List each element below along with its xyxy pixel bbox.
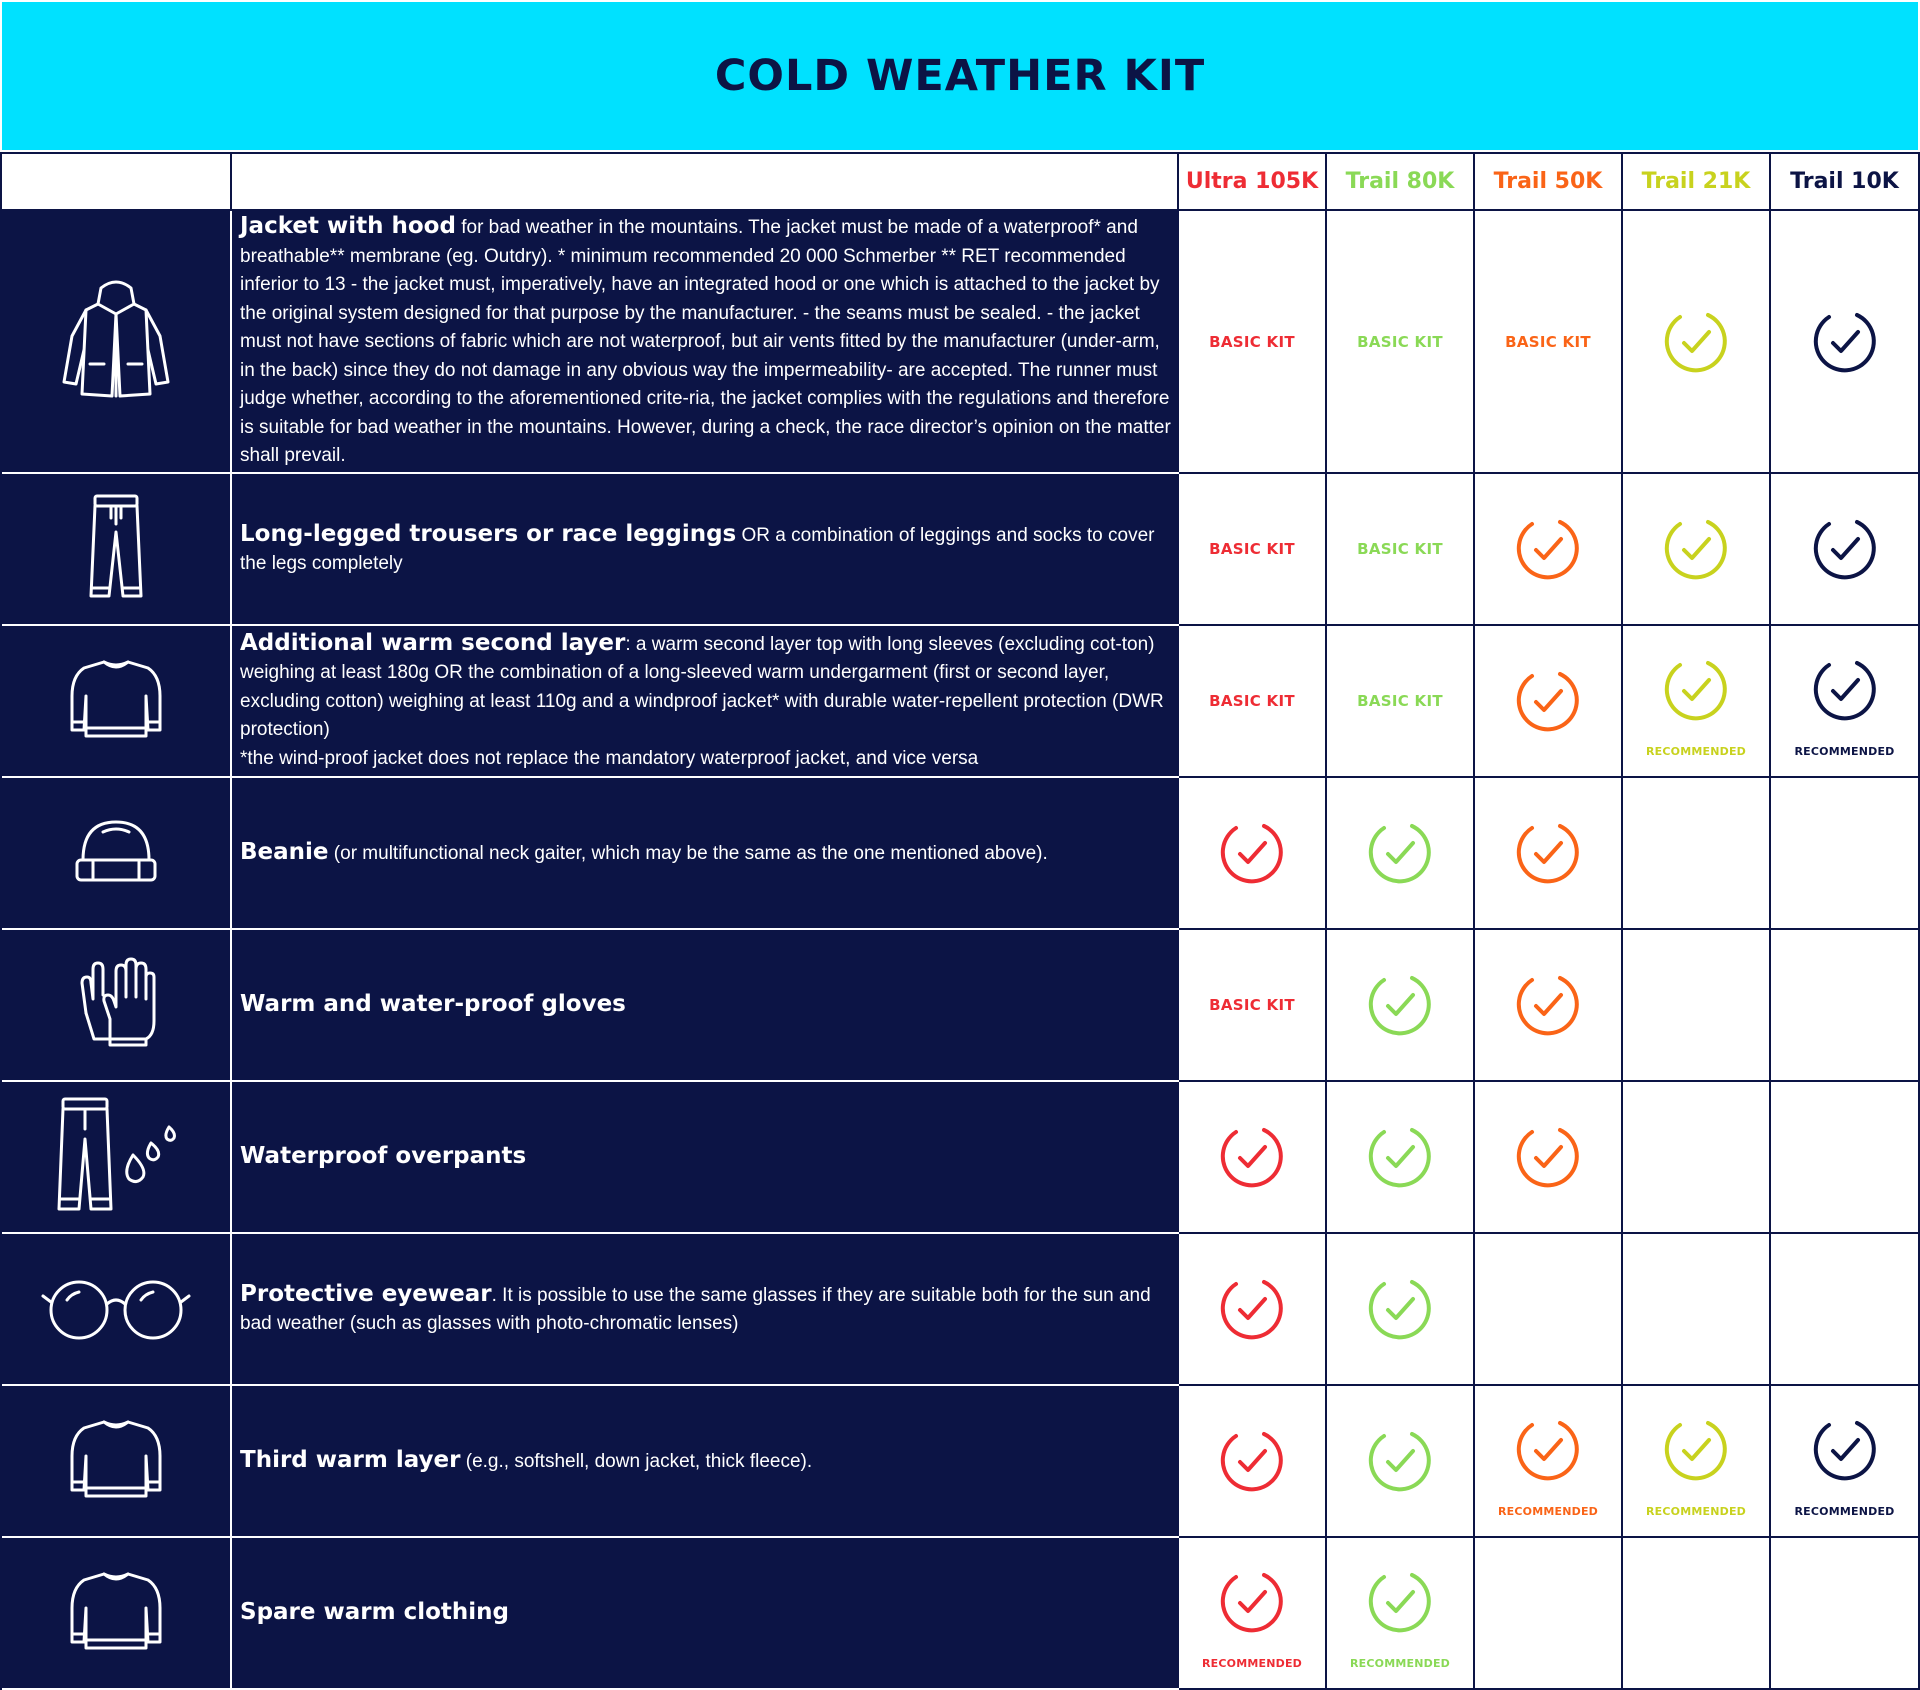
requirement-cell xyxy=(1771,778,1920,930)
title-banner xyxy=(2,2,1918,150)
item-icon-cell xyxy=(2,626,232,778)
recommended-label: RECOMMENDED xyxy=(1794,1505,1895,1518)
item-title: Third warm layer xyxy=(240,1446,461,1473)
check-circle-icon xyxy=(1812,1417,1878,1483)
check-circle-icon xyxy=(1367,972,1433,1038)
description-paragraph xyxy=(240,629,1171,774)
requirement-cell xyxy=(1179,930,1327,1082)
requirement-cell xyxy=(1623,1082,1771,1234)
item-text: OR a combination of leggings and socks to cover the legs completely xyxy=(240,524,1155,574)
column-header: Trail 21K xyxy=(1623,154,1771,211)
check-circle-icon xyxy=(1515,668,1581,734)
basic-kit-label: BASIC KIT xyxy=(1209,332,1295,351)
check-circle-icon xyxy=(1812,657,1878,723)
requirement-cell xyxy=(1623,930,1771,1082)
check-circle-icon xyxy=(1515,820,1581,886)
recommended-label: RECOMMENDED xyxy=(1646,745,1746,758)
requirement-cell xyxy=(1771,1234,1920,1386)
requirement-cell xyxy=(1771,1538,1920,1690)
requirement-cell xyxy=(1179,1082,1327,1234)
check-circle-icon xyxy=(1219,1428,1285,1494)
beanie-icon xyxy=(73,816,159,891)
requirement-cell xyxy=(1623,474,1771,626)
requirement-cell xyxy=(1327,211,1475,474)
column-header: Trail 50K xyxy=(1475,154,1623,211)
item-icon-cell xyxy=(2,1386,232,1538)
requirement-cell xyxy=(1771,474,1920,626)
check-circle-icon xyxy=(1812,516,1878,582)
check-circle-icon xyxy=(1515,1124,1581,1190)
requirement-cell xyxy=(1623,1234,1771,1386)
requirement-cell xyxy=(1179,1538,1327,1690)
item-description xyxy=(232,1386,1179,1538)
recommended-label: RECOMMENDED xyxy=(1794,745,1895,758)
basic-kit-label: BASIC KIT xyxy=(1357,540,1443,558)
requirement-cell xyxy=(1327,930,1475,1082)
check-circle-icon xyxy=(1219,820,1285,886)
item-icon-cell xyxy=(2,474,232,626)
trousers-icon xyxy=(81,492,151,607)
requirement-cell xyxy=(1179,1386,1327,1538)
requirement-cell xyxy=(1771,1082,1920,1234)
item-icon-cell xyxy=(2,1082,232,1234)
item-text: : a warm second layer top with long sleeves (excluding cot-ton) weighing at least 180g OR the combination of a long-sleeved warm undergarment (first or second layer, excluding cotton) weighing at least 110g and a windproof jacket* with durable water-repellent protection (DWR protection) xyxy=(240,633,1164,741)
jacket-icon xyxy=(56,274,176,409)
description-paragraph xyxy=(240,838,1048,869)
item-title: Protective eyewear xyxy=(240,1280,492,1307)
glasses-icon xyxy=(41,1272,191,1347)
item-description xyxy=(232,930,1179,1082)
item-title: Spare warm clothing xyxy=(240,1598,509,1625)
requirement-cell xyxy=(1771,211,1920,474)
requirement-cell xyxy=(1623,1538,1771,1690)
item-icon-cell xyxy=(2,930,232,1082)
header-blank-icon xyxy=(2,154,232,211)
header-blank-desc xyxy=(232,154,1179,211)
check-circle-icon xyxy=(1515,516,1581,582)
sweater-icon xyxy=(68,1568,164,1659)
check-circle-icon xyxy=(1367,1276,1433,1342)
item-text: . It is possible to use the same glasses if they are suitable both for the sun and bad weather (such as glasses with photo-chromatic lenses) xyxy=(240,1284,1151,1334)
check-circle-icon xyxy=(1219,1569,1285,1635)
description-paragraph xyxy=(240,212,1171,471)
kit-table xyxy=(0,152,1920,1690)
requirement-cell xyxy=(1327,1386,1475,1538)
requirement-cell xyxy=(1623,778,1771,930)
requirement-cell xyxy=(1327,778,1475,930)
requirement-cell xyxy=(1771,930,1920,1082)
check-circle-icon xyxy=(1367,820,1433,886)
requirement-cell xyxy=(1623,1386,1771,1538)
check-circle-icon xyxy=(1219,1124,1285,1190)
item-text: (or multifunctional neck gaiter, which may be the same as the one mentioned above). xyxy=(328,842,1048,864)
requirement-cell xyxy=(1179,1234,1327,1386)
recommended-label: RECOMMENDED xyxy=(1498,1505,1598,1518)
item-icon-cell xyxy=(2,1234,232,1386)
item-description xyxy=(232,474,1179,626)
requirement-cell xyxy=(1179,778,1327,930)
requirement-cell xyxy=(1179,626,1327,778)
item-title: Long-legged trousers or race leggings xyxy=(240,520,737,547)
sweater-icon xyxy=(68,656,164,747)
overpants-icon xyxy=(51,1095,181,1220)
recommended-label: RECOMMENDED xyxy=(1646,1505,1746,1518)
column-header: Trail 80K xyxy=(1327,154,1475,211)
recommended-label: RECOMMENDED xyxy=(1202,1657,1302,1670)
description-paragraph xyxy=(240,990,626,1021)
requirement-cell xyxy=(1771,626,1920,778)
item-description xyxy=(232,1082,1179,1234)
item-description xyxy=(232,778,1179,930)
item-description xyxy=(232,1234,1179,1386)
requirement-cell xyxy=(1623,626,1771,778)
item-text: (e.g., softshell, down jacket, thick fleece). xyxy=(460,1450,813,1472)
item-title: Additional warm second layer xyxy=(240,629,626,656)
check-circle-icon xyxy=(1812,309,1878,375)
description-paragraph xyxy=(240,1280,1171,1339)
basic-kit-label: BASIC KIT xyxy=(1209,540,1295,558)
requirement-cell xyxy=(1327,1082,1475,1234)
item-title: Beanie xyxy=(240,838,329,865)
check-circle-icon xyxy=(1663,309,1729,375)
sweater-icon xyxy=(68,1416,164,1507)
check-circle-icon xyxy=(1515,972,1581,1038)
check-circle-icon xyxy=(1663,1417,1729,1483)
item-title: Jacket with hood xyxy=(240,213,456,240)
basic-kit-label: BASIC KIT xyxy=(1505,332,1591,351)
check-circle-icon xyxy=(1663,516,1729,582)
requirement-cell xyxy=(1179,211,1327,474)
requirement-cell xyxy=(1475,1082,1623,1234)
item-description xyxy=(232,211,1179,474)
requirement-cell xyxy=(1475,474,1623,626)
page-title: COLD WEATHER KIT xyxy=(714,51,1206,101)
item-title: Warm and water-proof gloves xyxy=(240,990,626,1017)
requirement-cell xyxy=(1327,1234,1475,1386)
basic-kit-label: BASIC KIT xyxy=(1209,692,1295,710)
requirement-cell xyxy=(1475,1538,1623,1690)
item-icon-cell xyxy=(2,211,232,474)
item-title: Waterproof overpants xyxy=(240,1142,527,1169)
recommended-label: RECOMMENDED xyxy=(1350,1657,1450,1670)
item-note: *the wind-proof jacket does not replace the mandatory waterproof jacket, and vice versa xyxy=(240,747,979,769)
gloves-icon xyxy=(76,955,156,1056)
requirement-cell xyxy=(1179,474,1327,626)
check-circle-icon xyxy=(1663,657,1729,723)
description-paragraph xyxy=(240,1446,812,1477)
check-circle-icon xyxy=(1367,1428,1433,1494)
item-icon-cell xyxy=(2,1538,232,1690)
requirement-cell xyxy=(1475,626,1623,778)
check-circle-icon xyxy=(1219,1276,1285,1342)
description-paragraph xyxy=(240,520,1171,579)
requirement-cell xyxy=(1475,1234,1623,1386)
requirement-cell xyxy=(1771,1386,1920,1538)
basic-kit-label: BASIC KIT xyxy=(1209,996,1295,1014)
item-icon-cell xyxy=(2,778,232,930)
check-circle-icon xyxy=(1367,1569,1433,1635)
check-circle-icon xyxy=(1515,1417,1581,1483)
basic-kit-label: BASIC KIT xyxy=(1357,332,1443,351)
requirement-cell xyxy=(1475,1386,1623,1538)
check-circle-icon xyxy=(1367,1124,1433,1190)
description-paragraph xyxy=(240,1142,526,1173)
basic-kit-label: BASIC KIT xyxy=(1357,692,1443,710)
item-description xyxy=(232,1538,1179,1690)
requirement-cell xyxy=(1475,930,1623,1082)
item-text: for bad weather in the mountains. The jacket must be made of a waterproof* and breathable** membrane (eg. Outdry). * minimum recommended 20 000 Schmerber ** RET recommended inferior to 13 - the jacket must, imperatively, have an integrated hood or one which is attached to the jacket by the original system designed for that purpose by the manufacturer. - the seams must be sealed. - the jacket must not have sections of fabric which are not waterproof, but air vents fitted by the manufacturer (under-arm, in the back) since they do not damage in any obvious way the impermeability- are accepted. The runner must judge whether, according to the aforementioned crite-ria, the jacket complies with the regulations and therefore is suitable for bad weather in the mountains. However, during a check, the race director’s opinion on the matter shall prevail. xyxy=(240,217,1171,467)
item-description xyxy=(232,626,1179,778)
column-header: Ultra 105K xyxy=(1179,154,1327,211)
column-header: Trail 10K xyxy=(1771,154,1920,211)
requirement-cell xyxy=(1327,626,1475,778)
requirement-cell xyxy=(1475,778,1623,930)
requirement-cell xyxy=(1475,211,1623,474)
requirement-cell xyxy=(1327,474,1475,626)
requirement-cell xyxy=(1623,211,1771,474)
description-paragraph xyxy=(240,1598,509,1629)
requirement-cell xyxy=(1327,1538,1475,1690)
